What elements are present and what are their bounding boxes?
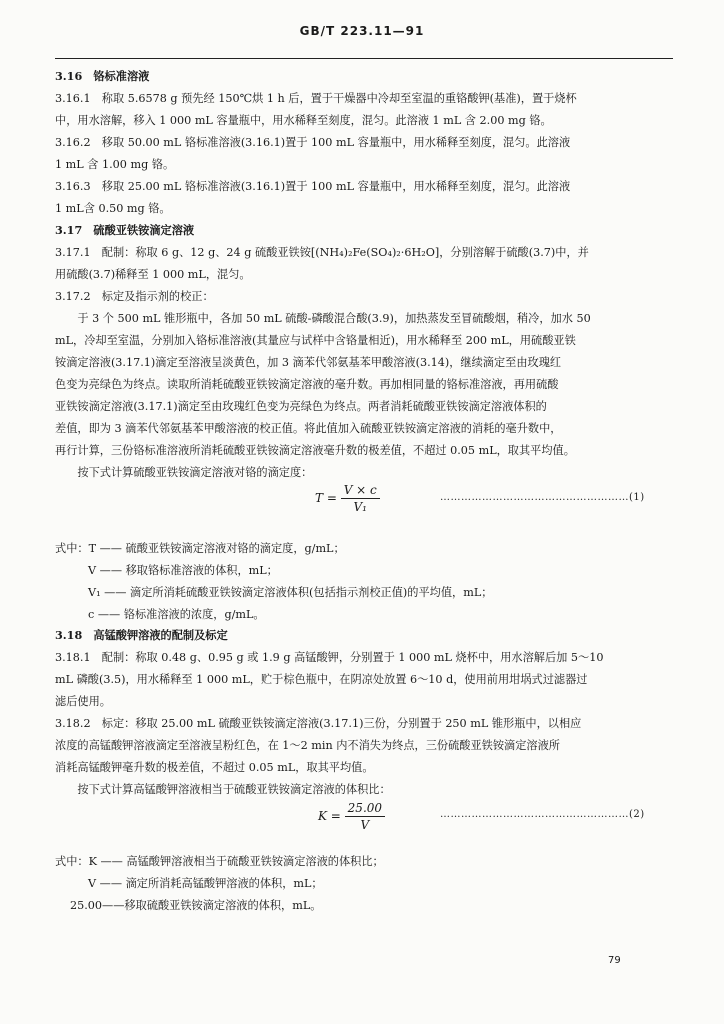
paragraph-line: 滤后使用。 bbox=[55, 695, 111, 708]
definition-line: V₁ —— 滴定所消耗硫酸亚铁铵滴定溶液体积(包括指示剂校正值)的平均值，mL； bbox=[88, 586, 493, 599]
formula-2-lhs: K = bbox=[318, 809, 341, 823]
formula-1-denominator: V₁ bbox=[353, 500, 367, 514]
paragraph-line: 浓度的高锰酸钾溶液滴定至溶液呈粉红色，在 1～2 min 内不消失为终点，三份硫酸亚铁铵滴定溶液所 bbox=[55, 739, 560, 752]
definition-line: 式中：T —— 硫酸亚铁铵滴定溶液对铬的滴定度，g/mL； bbox=[55, 542, 345, 555]
paragraph-line: 亚铁铵滴定溶液(3.17.1)滴定至由玫瑰红色变为亮绿色为终点。两者消耗硫酸亚铁铵滴定溶液体积的 bbox=[55, 400, 547, 413]
paragraph-line: 3.17.1 配制：称取 6 g、12 g、24 g 硫酸亚铁铵[(NH₄)₂Fe(SO₄)₂·6H₂O]，分别溶解于硫酸(3.7)中，并 bbox=[55, 246, 589, 259]
formula-2-number: ………………………………………………(2) bbox=[440, 809, 645, 820]
paragraph-line: 差值，即为 3 滴苯代邻氨基苯甲酸溶液的校正值。将此值加入硫酸亚铁铵滴定溶液的消耗的毫升数中， bbox=[55, 422, 562, 435]
paragraph-line: 3.16.1 称取 5.6578 g 预先经 150℃烘 1 h 后，置于干燥器中冷却至室温的重铬酸钾(基准)，置于烧杯 bbox=[55, 92, 577, 105]
definition-line: 25.00——移取硫酸亚铁铵滴定溶液的体积，mL。 bbox=[70, 899, 322, 912]
formula-2-fraction bbox=[345, 800, 385, 833]
paragraph-line: 按下式计算硫酸亚铁铵滴定溶液对铬的滴定度： bbox=[55, 466, 313, 479]
paragraph-line: 消耗高锰酸钾毫升数的极差值，不超过 0.05 mL，取其平均值。 bbox=[55, 761, 374, 774]
paragraph-line: 于 3 个 500 mL 锥形瓶中，各加 50 mL 硫酸-磷酸混合酸(3.9)，加热蒸发至冒硫酸烟，稍冷，加水 50 bbox=[55, 312, 591, 325]
definition-line: V —— 滴定所消耗高锰酸钾溶液的体积，mL； bbox=[88, 877, 323, 890]
paragraph-line: 3.16.3 移取 25.00 mL 铬标准溶液(3.16.1)置于 100 mL 容量瓶中，用水稀释至刻度，混匀。此溶液 bbox=[55, 180, 571, 193]
paragraph-line: 铵滴定溶液(3.17.1)滴定至溶液呈淡黄色，加 3 滴苯代邻氨基苯甲酸溶液(3.14)，继续滴定至由玫瑰红 bbox=[55, 356, 562, 369]
paragraph-line: 1 mL含 0.50 mg 铬。 bbox=[55, 202, 171, 215]
paragraph-line: mL 磷酸(3.5)，用水稀释至 1 000 mL，贮于棕色瓶中，在阴凉处放置 6～10 d，使用前用坩埚式过滤器过 bbox=[55, 673, 588, 686]
standard-number-header: GB/T 223.11—91 bbox=[299, 24, 425, 38]
paragraph-line: 中，用水溶解，移入 1 000 mL 容量瓶中，用水稀释至刻度，混匀。此溶液 1 mL 含 2.00 mg 铬。 bbox=[55, 114, 552, 127]
paragraph-line: 1 mL 含 1.00 mg 铬。 bbox=[55, 158, 175, 171]
definition-line: c —— 铬标准溶液的浓度，g/mL。 bbox=[88, 608, 265, 621]
paragraph-line: 色变为亮绿色为终点。读取所消耗硫酸亚铁铵滴定溶液的毫升数。再加相同量的铬标准溶液，再用硫酸 bbox=[55, 378, 559, 391]
formula-2-numerator: 25.00 bbox=[345, 800, 385, 817]
paragraph-line: 3.18.2 标定：移取 25.00 mL 硫酸亚铁铵滴定溶液(3.17.1)三份，分别置于 250 mL 锥形瓶中，以相应 bbox=[55, 717, 582, 730]
paragraph-line: 3.17.2 标定及指示剂的校正： bbox=[55, 290, 214, 303]
heading-3-16: 3.16 铬标准溶液 bbox=[55, 69, 150, 83]
definition-line: 式中：K —— 高锰酸钾溶液相当于硫酸亚铁铵滴定溶液的体积比； bbox=[55, 855, 384, 868]
page-number: 79 bbox=[608, 955, 621, 966]
paragraph-line: 再行计算，三份铬标准溶液所消耗硫酸亚铁铵滴定溶液毫升数的极差值，不超过 0.05 mL，取其平均值。 bbox=[55, 444, 575, 457]
heading-3-17: 3.17 硫酸亚铁铵滴定溶液 bbox=[55, 223, 195, 237]
formula-2-denominator: V bbox=[360, 818, 370, 832]
formula-1-number: ………………………………………………(1) bbox=[440, 492, 645, 503]
formula-1-lhs: T = bbox=[315, 491, 337, 505]
paragraph-line: mL，冷却至室温，分别加入铬标准溶液(其量应与试样中含铬量相近)，用水稀释至 200 mL，用硫酸亚铁 bbox=[55, 334, 576, 347]
header-rule bbox=[55, 58, 673, 59]
paragraph-line: 按下式计算高锰酸钾溶液相当于硫酸亚铁铵滴定溶液的体积比： bbox=[55, 783, 391, 796]
paragraph-line: 用硫酸(3.7)稀释至 1 000 mL，混匀。 bbox=[55, 268, 251, 281]
formula-1-numerator: V × c bbox=[341, 482, 380, 499]
heading-3-18: 3.18 高锰酸钾溶液的配制及标定 bbox=[55, 628, 228, 642]
formula-2 bbox=[318, 800, 385, 833]
formula-1-fraction bbox=[341, 482, 380, 515]
paragraph-line: 3.16.2 移取 50.00 mL 铬标准溶液(3.16.1)置于 100 mL 容量瓶中，用水稀释至刻度，混匀。此溶液 bbox=[55, 136, 571, 149]
paragraph-line: 3.18.1 配制：称取 0.48 g、0.95 g 或 1.9 g 高锰酸钾，分别置于 1 000 mL 烧杯中，用水溶解后加 5～10 bbox=[55, 651, 604, 664]
formula-1 bbox=[315, 482, 380, 515]
definition-line: V —— 移取铬标准溶液的体积，mL； bbox=[88, 564, 278, 577]
